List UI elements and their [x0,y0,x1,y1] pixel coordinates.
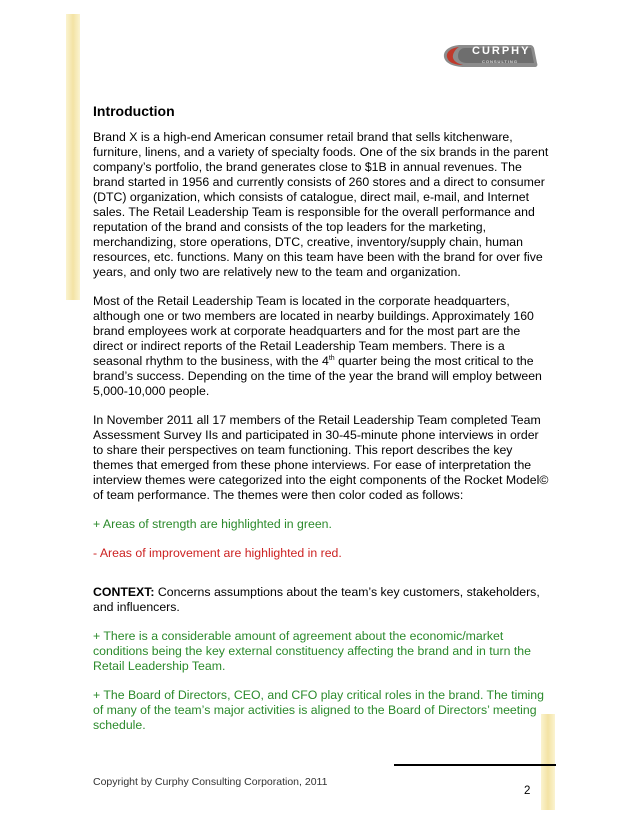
p2-superscript: th [328,354,335,362]
context-point-1: + There is a considerable amount of agreement about the economic/market conditions being the key external constituency affecting the brand and in turn the Retail Leadership Team. [93,629,531,673]
legend-strength: + Areas of strength are highlighted in green. [93,517,332,531]
p2-text-before: Most of the Retail Leadership Team is located in the corporate headquarters, although one or two members are located in nearby buildings. Approximately 160 brand employees work at corporate headquarters and for the most part are the direct or indirect reports of the Retail Leadership Team members. There is a seasonal rhythm to the business, with the 4 [93,294,534,368]
logo-subtitle: CONSULTING [482,59,518,64]
legend-improvement: - Areas of improvement are highlighted in red. [93,546,342,560]
footer-divider [394,764,556,766]
intro-paragraph-1: Brand X is a high-end American consumer retail brand that sells kitchenware, furniture, linens, and a variety of specialty foods. One of the six brands in the parent company’s portfolio, the brand generates close to $1B in annual revenues. The brand started in 1956 and currently consists of 260 stores and a direct to consumer (DTC) organization, which consists of catalogue, direct mail, e-mail, and Internet sales. The Retail Leadership Team is responsible for the overall performance and reputation of the brand and consists of the top leaders for the marketing, merchandizing, store operations, DTC, creative, inventory/supply chain, human resources, etc. functions. Many on this team have been with the brand for over five years, and only two are relatively new to the team and organization. [93,130,549,279]
context-definition [93,585,551,615]
left-decorative-bar [66,14,80,300]
context-text: Concerns assumptions about the team’s key customers, stakeholders, and influencers. [93,585,540,614]
section-heading: Introduction [93,103,175,119]
copyright-text: Copyright by Curphy Consulting Corporation, 2011 [93,776,328,788]
intro-paragraph-3: In November 2011 all 17 members of the Retail Leadership Team completed Team Assessment Survey IIs and participated in 30-45-minute phone interviews in order to share their perspectives on team functioning. This report describes the key themes that emerged from these phone interviews. For ease of interpretation the interview themes were categorized into the eight components of the Rocket Model© of team performance. The themes were then color coded as follows: [93,413,549,502]
page-number: 2 [524,785,531,797]
logo-name: CURPHY [472,45,531,57]
intro-paragraph-2 [93,294,551,399]
p2-text-after: quarter being the most critical to the brand’s success. Depending on the time of the year the brand will employ between 5,000-10,000 people. [93,354,542,398]
context-label: CONTEXT: [93,585,155,599]
context-point-2: + The Board of Directors, CEO, and CFO play critical roles in the brand. The timing of many of the team’s major activities is aligned to the Board of Directors’ meeting schedule. [93,688,544,732]
document-body [93,104,551,747]
